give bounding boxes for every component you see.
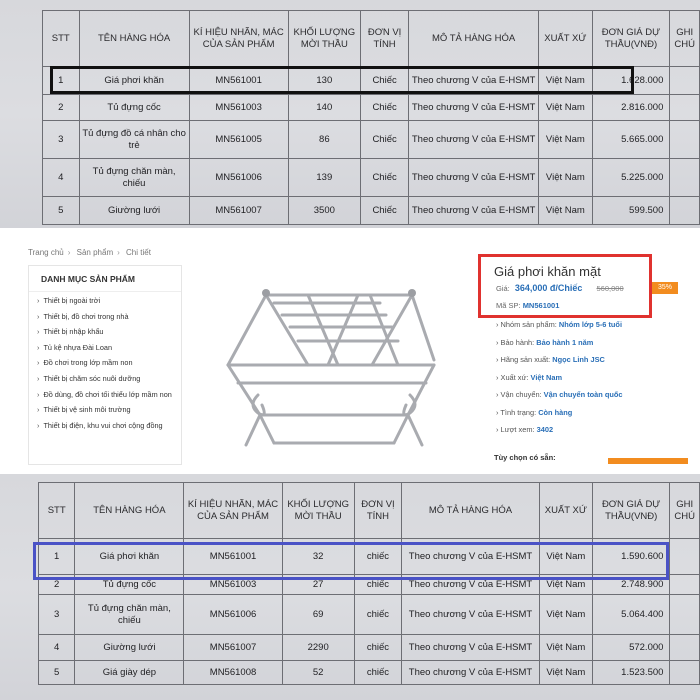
header-cell: MÔ TẢ HÀNG HÓA (402, 483, 540, 539)
cell-code: MN561007 (189, 197, 288, 225)
cell-origin: Việt Nam (539, 197, 592, 225)
cell-stt: 4 (43, 159, 80, 197)
header-cell: ĐƠN VỊ TÍNH (361, 11, 409, 67)
cell-stt: 5 (39, 661, 75, 685)
cell-quantity: 130 (288, 67, 361, 95)
cell-origin: Việt Nam (539, 575, 592, 595)
cell-price: 1.628.000 (592, 67, 670, 95)
cell-stt: 2 (43, 95, 80, 121)
header-cell: STT (43, 11, 80, 67)
cell-stt: 4 (39, 635, 75, 661)
table-row (39, 661, 700, 685)
cell-price: 5.064.400 (592, 595, 669, 635)
table-header-row (43, 11, 700, 67)
cell-description: Theo chương V của E-HSMT (409, 197, 539, 225)
cell-quantity: 139 (288, 159, 361, 197)
category-item[interactable]: › Thiết bị chăm sóc nuôi dưỡng (37, 374, 181, 390)
cell-unit: chiếc (354, 539, 401, 575)
divider (29, 291, 181, 292)
cell-name: Tủ đựng chăn màn, chiếu (79, 159, 189, 197)
highlight-box-top-row (50, 66, 634, 94)
cell-name: Giường lưới (75, 635, 184, 661)
attribute-row: › Tình trạng: Còn hàng (496, 407, 573, 417)
cell-name: Giá phơi khăn (75, 539, 184, 575)
cell-quantity: 140 (288, 95, 361, 121)
cell-note (670, 159, 700, 197)
table-row (43, 159, 700, 197)
cell-name: Tủ đựng cốc (79, 95, 189, 121)
cell-note (670, 197, 700, 225)
cell-origin: Việt Nam (539, 67, 592, 95)
table-row (43, 197, 700, 225)
cell-quantity: 52 (282, 661, 354, 685)
attribute-row: › Xuất xứ: Việt Nam (496, 372, 563, 382)
cell-origin: Việt Nam (539, 595, 592, 635)
cell-price: 1.523.500 (592, 661, 669, 685)
cell-name: Tủ đựng cốc (75, 575, 184, 595)
cell-code: MN561003 (184, 575, 282, 595)
attribute-value-link[interactable]: Vận chuyển toàn quốc (543, 390, 623, 399)
top-bid-table (42, 10, 700, 225)
category-item[interactable]: › Đồ chơi trong lớp mầm non (37, 358, 181, 374)
cell-unit: chiếc (354, 635, 401, 661)
bottom-bid-table (38, 482, 700, 685)
category-list (29, 288, 181, 436)
attribute-row: › Bảo hành: Bảo hành 1 năm (496, 337, 594, 347)
attribute-label: Vận chuyển: (500, 390, 542, 399)
cell-name: Tủ đựng chăn màn, chiếu (75, 595, 184, 635)
bottom-bid-table-photo (0, 474, 700, 700)
cell-code: MN561007 (184, 635, 282, 661)
category-item[interactable]: › Thiết bị ngoài trời (37, 296, 181, 312)
header-cell: KÍ HIỆU NHÃN, MÁC CỦA SẢN PHẨM (189, 11, 288, 67)
header-cell: MÔ TẢ HÀNG HÓA (409, 11, 539, 67)
cell-note (670, 539, 700, 575)
table-row (39, 635, 700, 661)
attribute-value-link[interactable]: Nhóm lớp 5-6 tuổi (558, 320, 623, 329)
attribute-value-link[interactable]: Việt Nam (530, 372, 563, 382)
cell-quantity: 2290 (282, 635, 354, 661)
breadcrumb-products-link[interactable]: Sản phẩm (76, 248, 114, 257)
cell-stt: 3 (43, 121, 80, 159)
attribute-label: Nhóm sản phẩm: (500, 320, 557, 329)
cell-code: MN561006 (189, 159, 288, 197)
cell-description: Theo chương V của E-HSMT (409, 159, 539, 197)
cell-description: Theo chương V của E-HSMT (402, 661, 540, 685)
attribute-label: Bảo hành: (500, 337, 535, 347)
attribute-label: Xuất xứ: (500, 372, 529, 382)
cell-code: MN561006 (184, 595, 282, 635)
cell-price: 2.816.000 (592, 95, 670, 121)
cell-description: Theo chương V của E-HSMT (402, 595, 540, 635)
cell-description: Theo chương V của E-HSMT (409, 67, 539, 95)
cell-note (670, 121, 700, 159)
header-cell: XUẤT XỨ (539, 11, 592, 67)
towel-rack-product-image[interactable] (198, 265, 460, 461)
cell-stt: 3 (39, 595, 75, 635)
cell-unit: Chiếc (361, 159, 409, 197)
cell-price: 5.225.000 (592, 159, 670, 197)
cell-quantity: 32 (282, 539, 354, 575)
category-item[interactable]: › Tủ kệ nhựa Đài Loan (37, 343, 181, 359)
attribute-row: › Nhóm sản phẩm: Nhóm lớp 5-6 tuổi (496, 320, 623, 329)
cell-code: MN561005 (189, 121, 288, 159)
add-to-cart-bar[interactable] (608, 458, 688, 464)
cell-unit: Chiếc (361, 121, 409, 159)
cell-price: 599.500 (592, 197, 670, 225)
cell-stt: 1 (43, 67, 80, 95)
cell-origin: Việt Nam (539, 121, 592, 159)
top-bid-table-photo (0, 0, 700, 228)
cell-description: Theo chương V của E-HSMT (402, 539, 540, 575)
breadcrumb-separator: › (67, 248, 71, 257)
header-cell: XUẤT XỨ (539, 483, 592, 539)
attribute-row: › Lượt xem: 3402 (496, 425, 554, 434)
attribute-label: Hãng sản xuất: (500, 355, 551, 364)
cell-origin: Việt Nam (539, 95, 592, 121)
cell-stt: 2 (39, 575, 75, 595)
cell-stt: 5 (43, 197, 80, 225)
cell-price: 5.665.000 (592, 121, 670, 159)
header-cell: ĐƠN VỊ TÍNH (354, 483, 401, 539)
cell-code: MN561001 (184, 539, 282, 575)
cell-description: Theo chương V của E-HSMT (409, 121, 539, 159)
cell-quantity: 86 (288, 121, 361, 159)
cell-unit: Chiếc (361, 197, 409, 225)
cell-note (670, 575, 700, 595)
product-title: Giá phơi khăn mặt (494, 264, 601, 279)
sku-label: Mã SP: (496, 301, 521, 310)
table-row (39, 595, 700, 635)
cell-description: Theo chương V của E-HSMT (402, 635, 540, 661)
header-cell: STT (39, 483, 75, 539)
cell-unit: chiếc (354, 661, 401, 685)
cell-note (670, 95, 700, 121)
cell-note (670, 595, 700, 635)
finial-ball (262, 289, 270, 297)
cell-quantity: 27 (282, 575, 354, 595)
cell-note (670, 635, 700, 661)
breadcrumb-separator: › (117, 248, 120, 257)
cell-description: Theo chương V của E-HSMT (409, 95, 539, 121)
cell-name: Giá giày dép (75, 661, 184, 685)
cell-note (670, 67, 700, 95)
current-price: 364,000 đ/Chiếc (514, 283, 583, 293)
attribute-value-link[interactable]: Ngọc Linh JSC (552, 355, 605, 364)
header-cell: TÊN HÀNG HÓA (79, 11, 189, 67)
attribute-row: › Hãng sản xuất: Ngọc Linh JSC (496, 355, 605, 364)
cell-code: MN561003 (189, 95, 288, 121)
attribute-label: Lượt xem: (500, 425, 535, 434)
cell-price: 2.748.900 (592, 575, 669, 595)
header-cell: KHỐI LƯỢNG MỜI THẦU (288, 11, 361, 67)
highlight-box-bottom-row (33, 542, 669, 580)
category-item[interactable]: › Thiết bị nhập khẩu (37, 327, 181, 343)
category-item[interactable]: › Thiết bị điện, khu vui chơi cộng đồng (37, 421, 181, 437)
header-cell: TÊN HÀNG HÓA (75, 483, 184, 539)
category-item[interactable]: › Đồ dùng, đồ chơi tối thiểu lớp mầm non (37, 390, 181, 406)
header-cell: GHI CHÚ (670, 483, 700, 539)
cell-name: Giá phơi khăn (79, 67, 189, 95)
attribute-list (496, 320, 623, 443)
cell-origin: Việt Nam (539, 159, 592, 197)
cell-quantity: 69 (282, 595, 354, 635)
cell-name: Giường lưới (79, 197, 189, 225)
header-cell: ĐƠN GIÁ DỰ THẦU(VNĐ) (592, 11, 670, 67)
header-cell: GHI CHÚ (670, 11, 700, 67)
finial-ball (408, 289, 416, 297)
cell-origin: Việt Nam (539, 661, 592, 685)
price-label: Giá: (496, 284, 510, 293)
category-sidebar (28, 265, 182, 465)
cell-price: 1.590.600 (592, 539, 669, 575)
category-item[interactable]: › Thiết bị vệ sinh môi trường (37, 405, 181, 421)
cell-origin: Việt Nam (539, 635, 592, 661)
cell-stt: 1 (39, 539, 75, 575)
table-row (43, 121, 700, 159)
attribute-value: Còn hàng (538, 407, 573, 417)
discount-badge: 35% (652, 282, 678, 294)
cell-unit: Chiếc (361, 67, 409, 95)
header-cell: ĐƠN GIÁ DỰ THẦU(VNĐ) (592, 483, 669, 539)
old-price: 560,000 (596, 284, 624, 293)
cell-note (670, 661, 700, 685)
category-item[interactable]: › Thiết bị, đồ chơi trong nhà (37, 312, 181, 328)
cell-name: Tủ đựng đồ cá nhân cho trẻ (79, 121, 189, 159)
cell-code: MN561001 (189, 67, 288, 95)
cell-unit: chiếc (354, 575, 401, 595)
breadcrumb-current: Chi tiết (126, 248, 151, 257)
table-row (43, 95, 700, 121)
table-header-row (39, 483, 700, 539)
cell-origin: Việt Nam (539, 539, 592, 575)
attribute-label: Tình trạng: (500, 407, 537, 417)
attribute-row: › Vận chuyển: Vận chuyển toàn quốc (496, 390, 623, 399)
sku-value: MN561001 (522, 301, 560, 310)
options-label: Tùy chọn có sẵn: (494, 453, 556, 462)
cell-price: 572.000 (592, 635, 669, 661)
cell-description: Theo chương V của E-HSMT (402, 575, 540, 595)
category-title: DANH MỤC SẢN PHẨM (41, 274, 135, 284)
cell-unit: chiếc (354, 595, 401, 635)
attribute-value-link[interactable]: Bảo hành 1 năm (536, 337, 594, 347)
header-cell: KÍ HIỆU NHÃN, MÁC CỦA SẢN PHẨM (184, 483, 282, 539)
cell-unit: Chiếc (361, 95, 409, 121)
attribute-value: 3402 (536, 425, 554, 434)
cell-quantity: 3500 (288, 197, 361, 225)
header-cell: KHỐI LƯỢNG MỜI THẦU (282, 483, 354, 539)
cell-code: MN561008 (184, 661, 282, 685)
breadcrumb-home-link[interactable]: Trang chủ (28, 248, 64, 257)
highlight-box-product (478, 254, 652, 318)
breadcrumb (28, 248, 155, 257)
